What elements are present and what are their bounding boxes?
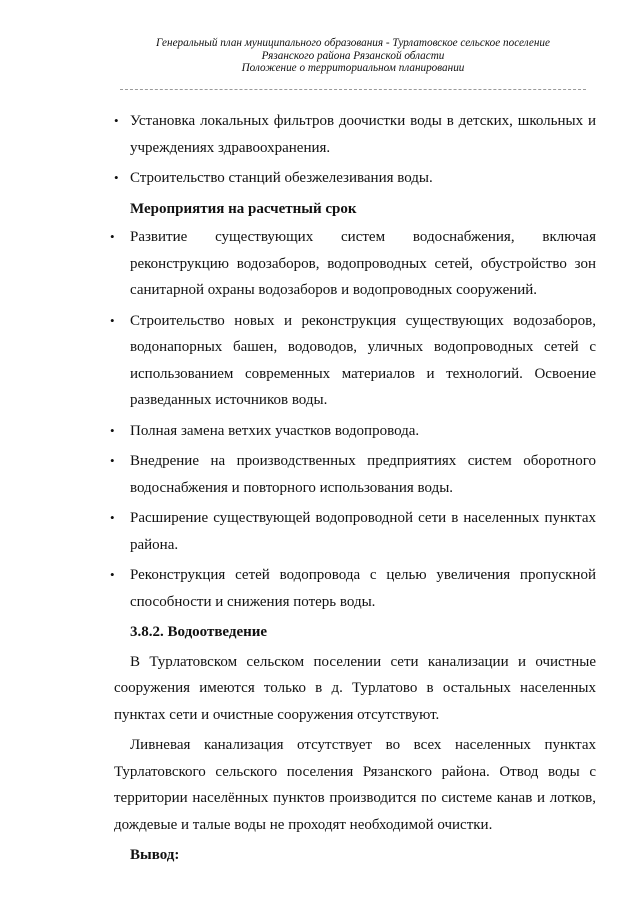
bullet-icon: •: [110, 229, 115, 244]
bullet-icon: •: [110, 422, 115, 438]
list-item: [110, 448, 596, 501]
list-item-text: Внедрение на производственных предприятиях систем оборотного водоснабжения и повторного использования воды.: [130, 453, 596, 496]
paragraph-stormwater: Ливневая канализация отсутствует во всех населенных пунктах Турлатовского сельского поселения Рязанского района. Отвод воды с территории населённых пунктов производится по системе канав и лотков, дождевые и талые воды не проходят необходимой очистки.: [114, 737, 596, 833]
subheading: Мероприятия на расчетный срок: [130, 200, 357, 217]
bullet-list-current: [114, 108, 596, 192]
bullet-list-planned: [110, 224, 596, 615]
list-item: [110, 224, 596, 304]
list-item-text: Развитие существующих систем водоснабжения, включая реконструкцию водозаборов, водопроводных сетей, обустройство зон санитарной охраны водозаборов и водопроводных сооружений.: [130, 229, 596, 298]
bullet-icon: •: [110, 453, 115, 468]
bullet-icon: •: [114, 170, 119, 185]
list-item-text: Строительство станций обезжелезивания воды.: [130, 170, 433, 186]
header-line-1: Генеральный план муниципального образования - Турлатовское сельское поселение: [156, 37, 550, 49]
paragraph-sewerage: В Турлатовском сельском поселении сети канализации и очистные сооружения имеются только в д. Турлатово в остальных населенных пунктах сети и очистные сооружения отсутствуют.: [114, 653, 596, 723]
document-body: [110, 108, 596, 869]
bullet-icon: •: [114, 113, 119, 128]
list-item: [110, 505, 596, 558]
page-header: [120, 37, 586, 75]
header-line-3: Положение о территориальном планировании: [241, 62, 465, 75]
section-title: 3.8.2. Водоотведение: [130, 624, 268, 640]
conclusion-label: Вывод:: [130, 847, 180, 863]
list-item: [114, 108, 596, 161]
list-item: [110, 562, 596, 615]
list-item-text: Строительство новых и реконструкция существующих водозаборов, водонапорных башен, водоводов, уличных водопроводных сетей с использованием современных материалов и технологий. Освоение разведанных источников воды.: [130, 312, 596, 408]
bullet-icon: •: [110, 510, 115, 525]
header-divider: [120, 89, 586, 90]
header-line-2: Рязанского района Рязанской области: [261, 49, 445, 62]
list-item-text: Полная замена ветхих участков водопровода.: [130, 422, 420, 439]
list-item-text: Реконструкция сетей водопровода с целью увеличения пропускной способности и снижения потерь воды.: [130, 567, 596, 610]
list-item: [114, 165, 596, 192]
list-item: [110, 418, 596, 445]
bullet-icon: •: [110, 312, 115, 328]
list-item: [110, 308, 596, 414]
bullet-icon: •: [110, 567, 115, 582]
list-item-text: Установка локальных фильтров доочистки воды в детских, школьных и учреждениях здравоохранения.: [130, 113, 596, 156]
list-item-text: Расширение существующей водопроводной сети в населенных пунктах района.: [130, 510, 596, 553]
